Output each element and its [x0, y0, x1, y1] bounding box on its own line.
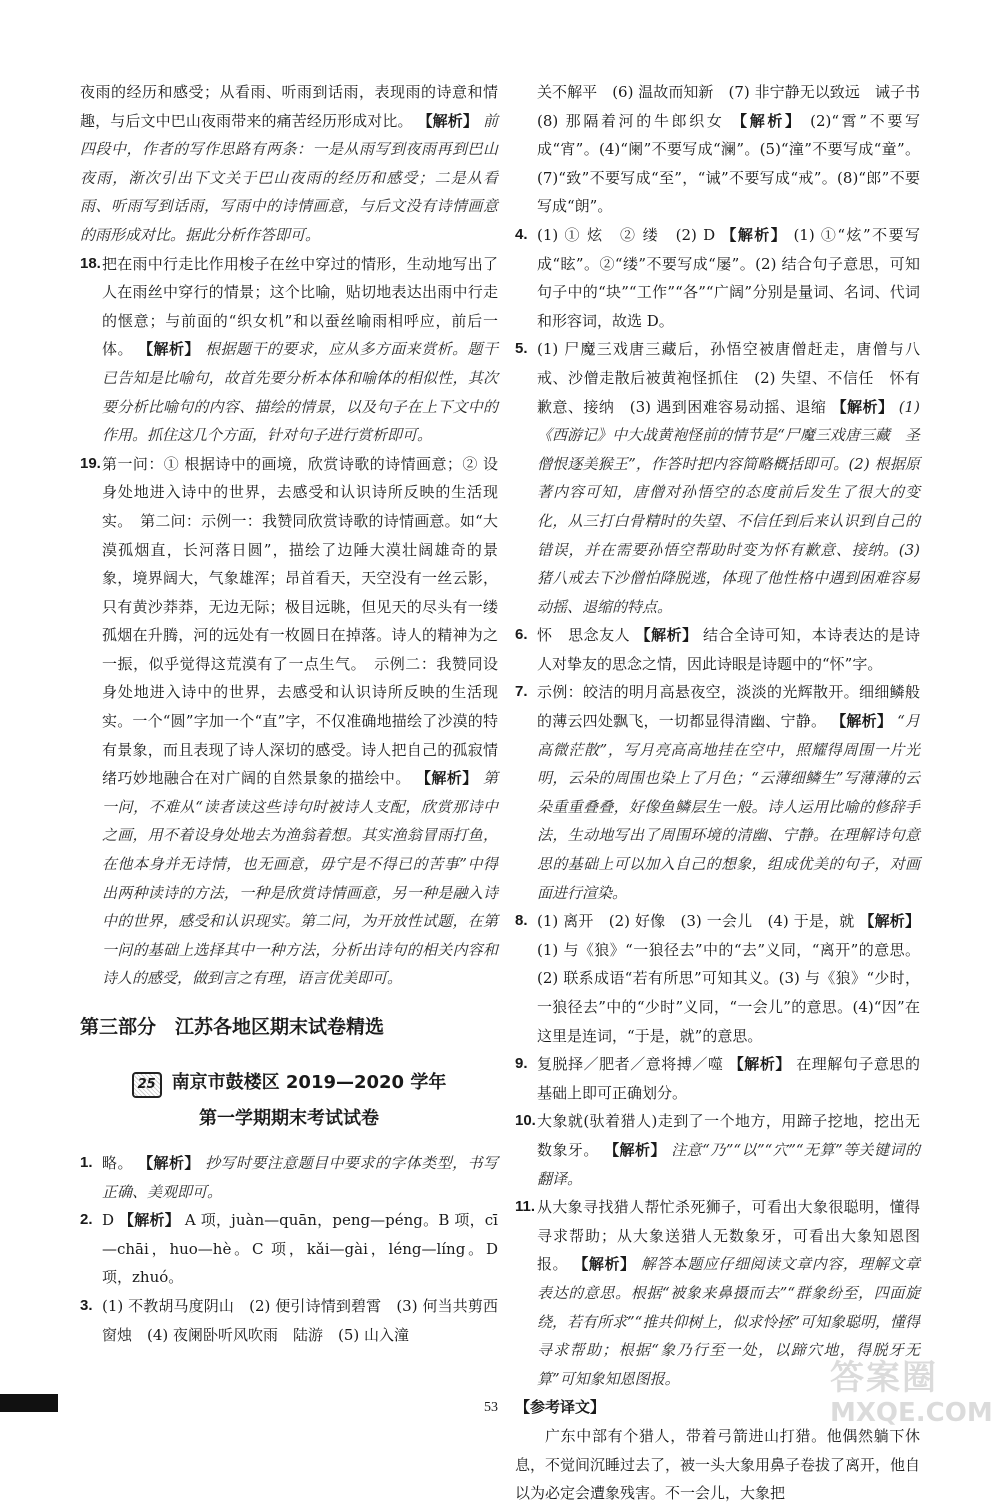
watermark: [820, 1350, 1000, 1435]
question-9-number: 9.: [515, 1055, 528, 1073]
question-4-analysis-tag: 【解析】: [721, 225, 788, 244]
question-2-answer: D: [102, 1211, 115, 1230]
question-3: [80, 1292, 498, 1349]
question-5-analysis: (1)《西游记》中大战黄袍怪前的情节是“尸魔三戏唐三藏 圣僧恨逐美猴王”，作答时把内容简略概括即可。(2) 根据原著内容可知，唐僧对孙悟空的态度前后发生了很大的变化，从三打白骨精时的失望、不信任到后来认识到自己的错误，并在需要孙悟空帮助时变为怀有歉意、接纳。(3) 猪八戒去下沙僧怕降脱逃，体现了他性格中遇到困难容易动摇、退缩的特点。: [537, 397, 920, 616]
question-1-analysis: 抄写时要注意题目中要求的字体类型，书写正确、美观即可。: [102, 1154, 498, 1201]
question-1-analysis-tag: 【解析】: [138, 1154, 200, 1172]
question-10-number: 10.: [515, 1112, 536, 1130]
item-19-answer: 第一问：① 根据诗中的画境，欣赏诗歌的诗情画意；② 设身处地进入诗中的世界，去感受和认识诗所反映的生活现实。 第二问：示例一：我赞同欣赏诗歌的诗情画意。如“大漠孤烟直，长河落日圆”，描绘了边陲大漠壮阔雄奇的景象，境界阔大，气象雄浑；昂首看天，天空没有一丝云影，只有黄沙莽莽，无边无际；极目远眺，但见天的尽头有一缕孤烟在升腾，河的远处有一枚圆日在掉落。诗人的精神为之一振，似乎觉得这荒漠有了一点生气。 示例二：我赞同设身处地进入诗中的世界，去感受和认识诗所反映的生活现实。一个“圆”字加一个“直”字，不仅准确地描绘了沙漠的特有景象，而且表现了诗人深切的感受。诗人把自己的孤寂情绪巧妙地融合在对广阔的自然景象的描绘中。: [102, 454, 498, 788]
question-3-analysis-tag: 【解析】: [732, 111, 803, 130]
question-3-answer-cont: 关不解平 (6) 温故而知新 (7) 非宁静无以致远 诫子书 (8) 那隔着河的牛郎织女: [537, 83, 936, 130]
question-4-analysis: (1) ①“炫”不要写成“眩”。②“缕”不要写成“屡”。(2) 结合句子意思，可知句子中的“块”“工作”“各”“广阔”分别是量词、名词、代词和形容词，故选 D。: [537, 225, 920, 330]
question-2-number: 2.: [80, 1211, 93, 1229]
question-9-answer: 复脱择／肥者／意将搏／噬: [537, 1055, 724, 1074]
question-8-analysis: (1) 与《狼》“一狼径去”中的“去”义同，“离开”的意思。(2) 联系成语“若有所思”可知其义。(3) 与《狼》“少时，一狼径去”中的“少时”义同，“一会儿”的意思。(4)“因”在这里是连词，“于是，就”的意思。: [537, 940, 920, 1045]
question-10-answer: 大象就(驮着猎人)走到了一个地方，用蹄子挖地，挖出无数象牙。: [537, 1112, 920, 1159]
question-7: [515, 678, 920, 907]
item-18-analysis: 根据题干的要求，应从多方面来赏析。题干已告知是比喻句，故首先要分析本体和喻体的相似性，其次要分析比喻句的内容、描绘的情景，以及句子在上下文中的作用。抓住这几个方面，针对句子进行赏析即可。: [102, 340, 498, 445]
question-6: [515, 621, 920, 678]
right-column: [515, 78, 936, 1508]
question-2: [80, 1206, 498, 1292]
question-4-number: 4.: [515, 225, 528, 243]
question-5-number: 5.: [515, 340, 528, 358]
question-2-analysis: A 项，juàn—quān，peng—péng。B 项，cī—chāi，huo—hè。C 项，kǎi—gài，léng—líng。D 项，zhuó。: [102, 1211, 498, 1287]
question-5-answer: (1) 尸魔三戏唐三藏后，孙悟空被唐僧赶走，唐僧与八戒、沙僧走散后被黄袍怪抓住 (2) 失望、不信任 怀有歉意、接纳 (3) 遇到困难容易动摇、退缩: [537, 340, 920, 416]
item-19: [80, 450, 498, 993]
question-1: [80, 1149, 498, 1206]
question-3-continuation: [515, 78, 936, 221]
watermark-url: MXQE.COM: [830, 1398, 993, 1428]
paper-title: [80, 1065, 498, 1137]
watermark-logo: 答案圈: [830, 1358, 938, 1398]
question-4: [515, 221, 920, 335]
reference-translation-heading: 【参考译文】: [515, 1398, 606, 1417]
item-18: [80, 250, 498, 450]
question-6-analysis: 结合全诗可知，本诗表达的是诗人对挚友的思念之情，因此诗眼是诗题中的“怀”字。: [537, 626, 920, 673]
question-11-number: 11.: [515, 1198, 536, 1216]
question-10: [515, 1107, 920, 1193]
item-19-analysis-tag: 【解析】: [415, 769, 478, 788]
section-title: 第三部分 江苏各地区期末试卷精选: [80, 1016, 385, 1038]
item-18-answer: 把在雨中行走比作用梭子在丝中穿过的情形，生动地写出了人在雨丝中穿行的情景；这个比喻，贴切地表达出雨中行走的惬意；与前面的“织女机”和以蚕丝喻雨相呼应，前后一体。: [102, 254, 498, 359]
item-19-analysis: 第一问，不难从“读者读这些诗句时被诗人支配，欣赏那诗中之画，用不着设身处地去为渔翁着想。其实渔翁冒雨打鱼，在他本身并无诗情，也无画意，毋宁是不得已的苦事”中得出两种读诗的方法，一种是欣赏诗情画意，另一种是融入诗中的世界，感受和认识现实。第二问，为开放性试题，在第一问的基础上选择其中一种方法，分析出诗句的相关内容和诗人的感受，做到言之有理，语言优美即可。: [102, 769, 498, 988]
question-11-analysis-tag: 【解析】: [573, 1255, 636, 1274]
page-number: 53: [484, 1400, 498, 1415]
question-1-answer: 略。: [102, 1154, 133, 1172]
page-edge-tab-mark: [0, 1394, 58, 1412]
question-6-analysis-tag: 【解析】: [635, 626, 698, 645]
question-1-number: 1.: [80, 1154, 93, 1171]
question-5: [515, 335, 920, 621]
item-17-continuation: [80, 78, 498, 250]
question-3-number: 3.: [80, 1296, 93, 1314]
question-6-number: 6.: [515, 626, 528, 644]
question-9-analysis: 在理解句子意思的基础上即可正确划分。: [537, 1055, 920, 1102]
question-9: [515, 1050, 920, 1107]
reference-translation-text: 广东中部有个猎人，带着弓箭进山打猎。他偶然躺下休息，不觉间沉睡过去了，被一头大象用鼻子卷拔了离开，他自以为必定会遭象残害。不一会儿，大象把: [515, 1426, 921, 1503]
item-18-analysis-tag: 【解析】: [138, 340, 200, 359]
question-10-analysis-tag: 【解析】: [604, 1140, 666, 1159]
question-6-answer: 怀 思念友人: [537, 626, 631, 645]
question-8-answer: (1) 离开 (2) 好像 (3) 一会儿 (4) 于是，就: [537, 912, 855, 931]
question-10-analysis: 注意“乃”“以”“穴”“无算”等关键词的翻译。: [537, 1140, 920, 1188]
question-11-answer: 从大象寻找猎人帮忙杀死狮子，可看出大象很聪明，懂得寻求帮助；从大象送猎人无数象牙，可看出大象知恩图报。: [537, 1198, 920, 1274]
item-17-analysis: 前四段中，作者的写作思路有两条：一是从雨写到夜雨再到巴山夜雨，渐次引出下文关于巴山夜雨的经历和感受；二是从看雨、听雨写到话雨，写雨中的诗情画意，与后文没有诗情画意的雨形成对比。据此分析作答即可。: [80, 111, 498, 244]
question-7-analysis: “月高微茫散”，写月亮高高地挂在空中，照耀得周围一片光明，云朵的周围也染上了月色；“云薄细鳞生”写薄薄的云朵重重叠叠，好像鱼鳞层生一般。诗人运用比喻的修辞手法，生动地写出了周围环境的清幽、宁静。在理解诗句意思的基础上可以加入自己的想象，组成优美的句子，对画面进行渲染。: [537, 712, 920, 902]
item-19-number: 19.: [80, 454, 101, 472]
question-8: [515, 907, 920, 1050]
item-17-answer: 夜雨的经历和感受；从看雨、听雨到话雨，表现雨的诗意和情趣，与后文中巴山夜雨带来的痛苦经历形成对比。: [80, 83, 498, 130]
question-4-answer: (1) ① 炫 ② 缕 (2) D: [537, 225, 716, 244]
left-column: [80, 78, 498, 1349]
question-3-analysis: (2)“霄”不要写成“宵”。(4)“阑”不要写成“澜”。(5)“潼”不要写成“童”。(7)“致”不要写成“至”，“诫”不要写成“戒”。(8)“郎”不要写成“朗”。: [537, 111, 920, 216]
paper-number-badge: 25: [132, 1072, 162, 1098]
question-2-analysis-tag: 【解析】: [119, 1211, 180, 1230]
question-3-answer: (1) 不教胡马度阴山 (2) 便引诗情到碧霄 (3) 何当共剪西窗烛 (4) 夜阑卧听风吹雨 陆游 (5) 山入潼: [102, 1296, 498, 1344]
question-7-analysis-tag: 【解析】: [831, 712, 893, 731]
paper-title-line-1: 南京市鼓楼区 2019—2020 学年: [171, 1072, 447, 1093]
item-17-analysis-tag: 【解析】: [417, 111, 479, 130]
question-8-analysis-tag: 【解析】: [859, 912, 920, 931]
question-9-analysis-tag: 【解析】: [728, 1055, 791, 1074]
question-7-answer: 示例：皎洁的明月高悬夜空，淡淡的光辉散开。细细鳞般的薄云四处飘飞，一切都显得清幽、宁静。: [537, 683, 920, 731]
paper-title-line-2: 第一学期期末考试试卷: [199, 1108, 379, 1129]
item-18-number: 18.: [80, 254, 101, 272]
question-5-analysis-tag: 【解析】: [831, 397, 894, 416]
question-11-analysis: 解答本题应仔细阅读文章内容，理解文章表达的意思。根据“被象来鼻摄而去”“群象纷至，四面旋绕，若有所求”“推共仰树上，似求怜拯”可知象聪明，懂得寻求帮助；根据“象乃行至一处，以蹄穴地，得脱牙无算”可知象知恩图报。: [537, 1255, 921, 1388]
question-8-number: 8.: [515, 912, 528, 930]
question-7-number: 7.: [515, 683, 528, 701]
